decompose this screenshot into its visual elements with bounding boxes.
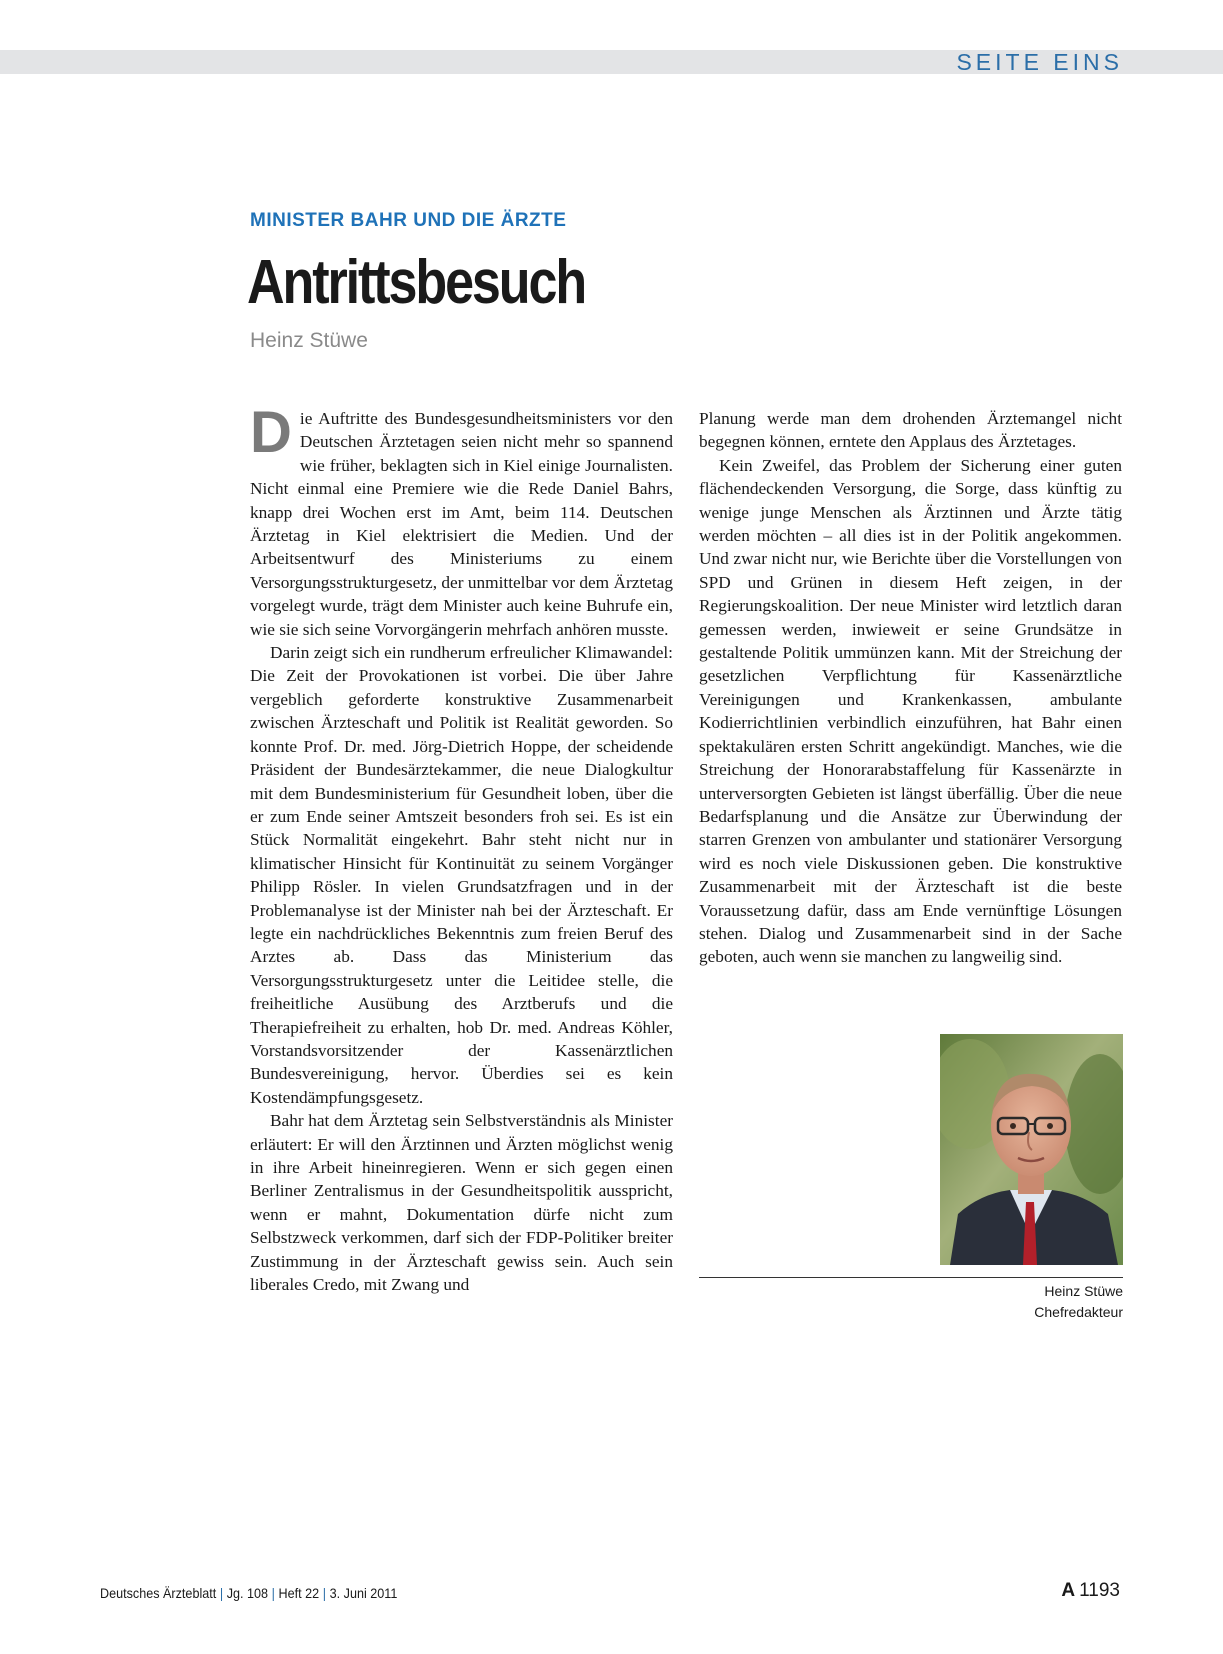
author-portrait-photo — [940, 1034, 1123, 1265]
footer-issue: Heft 22 — [278, 1585, 320, 1601]
footer-volume: Jg. 108 — [226, 1585, 269, 1601]
page-footer — [100, 1585, 397, 1601]
paragraph: Kein Zweifel, das Problem der Sicherung einer guten flächendeckenden Versorgung, die Sorge, dass künftig zu wenige junge Menschen als Ärztinnen und Ärzte tätig werden möchten – all dies ist in der Politik angekommen. Und zwar nicht nur, wie Berichte über die Vorstellungen von SPD und Grünen in diesem Heft zeigen, in der Regierungskoalition. Der neue Minister wird letztlich daran gemessen werden, inwieweit er seine Grundsätze in gestaltende Politik ummünzen kann. Mit der Streichung der gesetzlichen Verpflichtung für Kassenärztliche Vereinigungen und Krankenkassen, ambulante Kodierrichtlinien verbindlich einzuführen, hat Bahr einen spektakulären ersten Schritt angekündigt. Manches, wie die Streichung der Honorarabstaffelung für Kassenärzte in unterversorgten Gebieten ist längst überfällig. Über die neue Bedarfsplanung und die Ansätze zur Überwindung der starren Grenzen von ambulanter und stationärer Versorgung wird es noch viele Diskussionen geben. Die konstruktive Zusammenarbeit mit der Ärzteschaft ist die beste Voraussetzung dafür, dass am Ende vernünftige Lösungen stehen. Dialog und Zusammenarbeit sind in der Sache geboten, auch wenn sie manchen zu langweilig sind. — [699, 455, 1122, 967]
footer-date: 3. Juni 2011 — [329, 1585, 398, 1601]
caption-divider — [699, 1277, 1123, 1278]
drop-cap: D — [250, 400, 292, 465]
paragraph-text: ie Auftritte des Bundesgesundheitsministers vor den Deutschen Ärztetagen seien nicht mehr so spannend wie früher, beklagten sich in Kiel einige Journalisten. Nicht einmal eine Premiere wie die Rede Daniel Bahrs, knapp drei Wochen erst im Amt, beim 114. Deutschen Ärztetag in Kiel elektrisiert die Medien. Und der Arbeitsentwurf des Ministeriums zu einem Versorgungsstrukturgesetz, der unmittelbar vor dem Ärztetag vorgelegt wurde, trägt dem Minister auch keine Buhrufe ein, wie sie sich seine Vorvorgängerin mehrfach anhören musste. — [250, 409, 673, 639]
page-prefix: A — [1061, 1580, 1076, 1601]
photo-caption — [1034, 1281, 1123, 1323]
section-label: SEITE EINS — [956, 49, 1123, 75]
article-column-right — [699, 407, 1122, 969]
footer-separator: | — [271, 1585, 275, 1601]
article-column-left — [250, 400, 673, 1296]
page-number — [1061, 1580, 1120, 1602]
caption-name: Heinz Stüwe — [1044, 1283, 1123, 1299]
caption-role: Chefredakteur — [1034, 1304, 1123, 1320]
portrait-illustration — [940, 1034, 1123, 1265]
article-kicker: MINISTER BAHR UND DIE ÄRZTE — [250, 210, 567, 231]
page-number-value: 1193 — [1079, 1580, 1120, 1601]
paragraph: Bahr hat dem Ärztetag sein Selbstverständnis als Minister erläutert: Er will den Ärztinnen und Ärzten möglichst wenig in ihre Arbeit hineinregieren. Wenn er sich gegen einen Berliner Zentralismus in der Gesundheitspolitik ausspricht, wenn er mahnt, Dokumentation dürfe nicht zum Selbstzweck verkommen, darf sich der FDP-Politiker breiter Zustimmung in der Ärzteschaft gewiss sein. Auch sein liberales Credo, mit Zwang und — [250, 1111, 673, 1295]
footer-separator: | — [219, 1585, 224, 1601]
article-author: Heinz Stüwe — [250, 329, 368, 352]
article-title: Antrittsbesuch — [247, 248, 586, 317]
paragraph: Darin zeigt sich ein rundherum erfreulicher Klimawandel: Die Zeit der Provokationen ist vorbei. Die über Jahre vergeblich geforderte konstruktive Zusammenarbeit zwischen Ärzteschaft und Politik ist Realität geworden. So konnte Prof. Dr. med. Jörg-Dietrich Hoppe, der scheidende Präsident der Bundesärztekammer, die neue Dialogkultur mit dem Bundesministerium für Gesundheit loben, über die er zum Ende seiner Amtszeit besonders froh sei. Es ist ein Stück Normalität eingekehrt. Bahr steht nicht nur in klimatischer Hinsicht für Kontinuität zu seinem Vorgänger Philipp Rösler. In vielen Grundsatzfragen und in der Problemanalyse ist der Minister nah bei der Ärzteschaft. Er legte ein nachdrückliches Bekenntnis zum freien Beruf des Arztes ab. Dass das Ministerium das Versorgungsstrukturgesetz unter die Leitidee stelle, die freiheitliche Ausübung des Arztberufs und die Therapiefreiheit zu erhalten, hob Dr. med. Andreas Köhler, Vorstandsvorsitzender der Kassenärztlichen Bundesvereinigung, hervor. Überdies sei es kein Kostendämpfungsgesetz. — [250, 643, 673, 1107]
paragraph: Planung werde man dem drohenden Ärztemangel nicht begegnen können, erntete den Applaus des Ärztetages. — [699, 409, 1122, 452]
paragraph — [250, 400, 673, 641]
footer-journal: Deutsches Ärzteblatt — [100, 1585, 217, 1601]
footer-separator: | — [322, 1585, 327, 1601]
